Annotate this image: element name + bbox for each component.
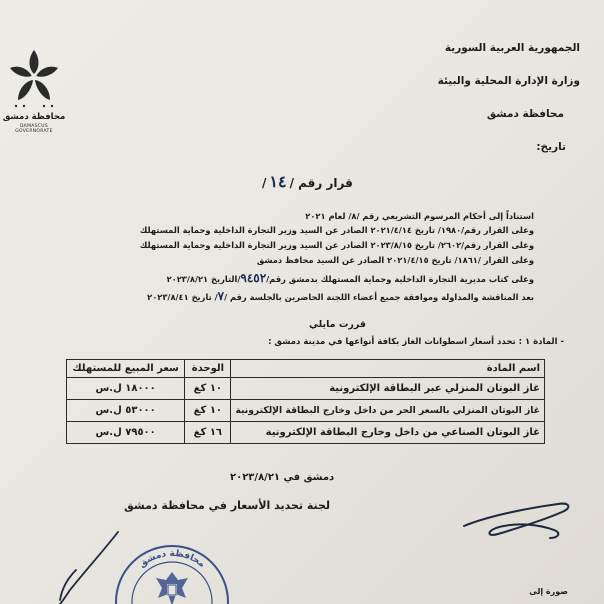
date-label: تاريخ: <box>536 141 566 153</box>
letter-number: ٩٤٥٢ <box>240 271 267 285</box>
ministry-heading: وزارة الإدارة المحلية والبيئة <box>437 75 580 87</box>
republic-heading: الجمهورية العربية السورية <box>444 42 580 54</box>
decision-prefix: قرار رقم / <box>289 176 353 190</box>
table-row <box>67 400 545 422</box>
syrian-eagle-emblem-icon <box>156 572 188 604</box>
item-name-cell: غاز البوتان المنزلي عبر البطاقة الإلكترونية <box>231 378 545 400</box>
header-item-name: اسم المادة <box>231 360 545 378</box>
header-unit: الوحدة <box>185 360 231 378</box>
decides-line: قررت مايلي <box>309 319 366 330</box>
table-row <box>67 378 545 400</box>
price-cell: ٥٣٠٠٠ ل.س <box>67 400 185 422</box>
item-name-cell: غاز البوتان المنزلي بالسعر الحر من داخل وخارج البطاقة الإلكترونية <box>231 400 545 422</box>
unit-cell: ١٠ كغ <box>185 400 231 422</box>
city-date: دمشق في ٢٠٢٣/٨/٢١ <box>230 472 335 483</box>
session-date: / تاريخ ٢٠٢٣/٨/٤١ <box>147 292 218 302</box>
header-price: سعر المبيع للمستهلك <box>67 360 185 378</box>
committee-name: لجنة تحديد الأسعار في محافظة دمشق <box>124 499 331 512</box>
unit-cell: ١٠ كغ <box>185 378 231 400</box>
jasmine-flower-icon <box>2 44 66 110</box>
letter-date: /التاريخ ٢٠٢٣/٨/٢١ <box>166 274 241 284</box>
official-stamp <box>112 532 232 604</box>
price-table <box>66 359 545 444</box>
letter-text: وعلى كتاب مديرية التجارة الداخلية وحماية المستهلك بدمشق رقم/ <box>266 274 534 284</box>
preamble-line: وعلى القرار رقم/٢٦٠٢/ تاريخ ٢٠٢٣/٨/١٥ الصادر عن السيد وزير التجارة الداخلية وحماية المستهلك <box>139 240 534 250</box>
governorate-heading: محافظة دمشق <box>486 108 564 120</box>
logo-english-text: DAMASCUS GOVERNORATE <box>15 124 53 134</box>
preamble-line: وعلى القرار /١٨٦١/ تاريخ ٢٠٢١/٤/١٥ الصادر عن السيد محافظ دمشق <box>256 255 534 265</box>
logo-arabic-text: محافظة دمشق <box>2 112 66 122</box>
table-header-row <box>67 360 545 378</box>
photo-label: صورة إلى <box>529 587 568 596</box>
letter-line <box>167 271 534 285</box>
stamp-text: محافظة دمشق <box>137 548 207 570</box>
session-text: بعد المناقشة والمداولة وموافقة جميع أعضاء اللجنة الحاضرين بالجلسة رقم / <box>224 292 534 302</box>
item-name-cell: غاز البوتان الصناعي من داخل وخارج البطاقة الإلكترونية <box>231 422 545 444</box>
table-row <box>67 422 545 444</box>
article-one: - المادة ١ : تحدد أسعار اسطوانات الغاز بكافة أنواعها في مدينة دمشق : <box>268 337 564 347</box>
preamble-line: وعلى القرار رقم/١٩٨٠/ تاريخ ٢٠٢١/٤/١٤ الصادر عن السيد وزير التجارة الداخلية وحماية المستهلك <box>139 225 534 235</box>
decision-number: ١٤ <box>269 172 287 191</box>
preamble-line: استناداً إلى أحكام المرسوم التشريعي رقم /٨/ لعام ٢٠٢١ <box>305 211 534 221</box>
unit-cell: ١٦ كغ <box>185 422 231 444</box>
session-line <box>147 289 534 303</box>
price-cell: ١٨٠٠٠ ل.س <box>67 378 185 400</box>
price-cell: ٧٩٥٠٠ ل.س <box>67 422 185 444</box>
session-number: ٧ <box>217 289 225 303</box>
signature-icon <box>458 486 578 548</box>
decision-suffix: / <box>262 176 267 190</box>
decision-title <box>262 172 353 191</box>
